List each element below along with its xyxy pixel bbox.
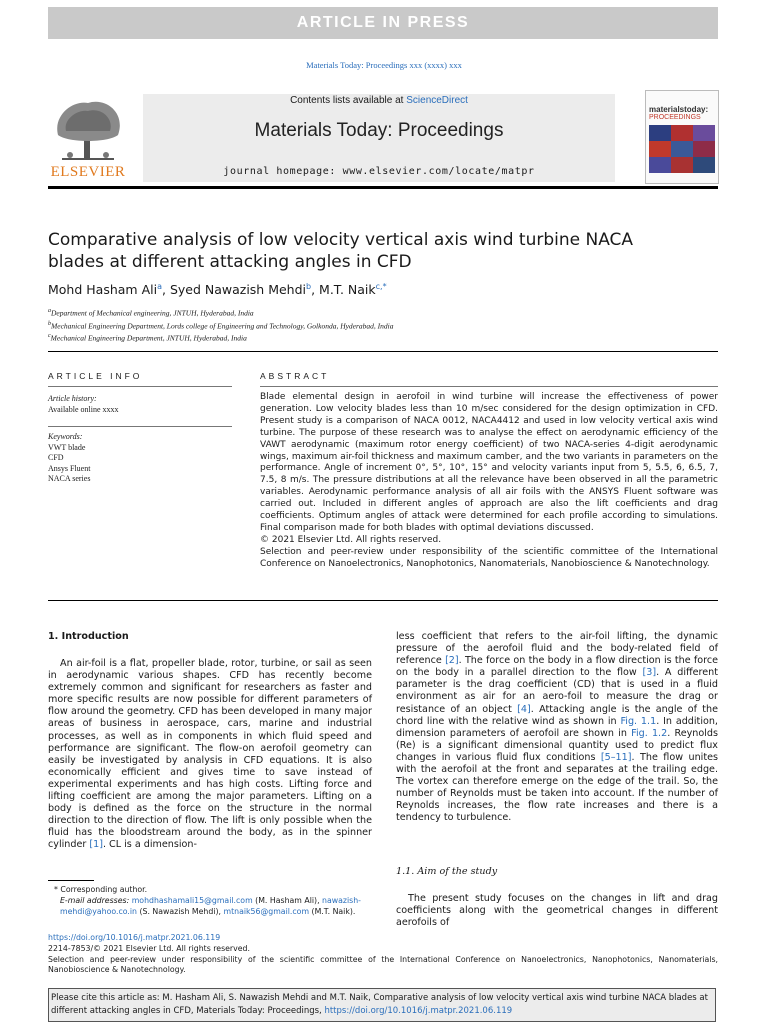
body-text: . A different parameter is the drag coefficient (CD) that is used in a fluid environment as air for an aero-foil to measure the drag or resistance of an object bbox=[396, 667, 718, 715]
sciencedirect-link[interactable]: ScienceDirect bbox=[406, 95, 468, 106]
body-text: . Attacking angle is the angle of the chord line with the relative wind as shown in bbox=[396, 703, 718, 727]
history-label: Article history: bbox=[48, 394, 97, 403]
email-owner: (M. Hasham Ali), bbox=[252, 896, 323, 905]
abstract-body bbox=[260, 392, 718, 571]
header-rule bbox=[48, 186, 718, 189]
cover-subtitle: PROCEEDINGS bbox=[649, 114, 701, 121]
issn-line: 2214-7853/© 2021 Elsevier Ltd. All rights reserved. bbox=[48, 943, 250, 953]
history-value: Available online xxxx bbox=[48, 404, 119, 414]
section-heading: 1. Introduction bbox=[48, 631, 129, 642]
affiliation-mark: c bbox=[48, 333, 51, 339]
intro-right-column bbox=[396, 631, 718, 825]
divider bbox=[260, 386, 718, 387]
author-name[interactable]: Syed Nawazish Mehdi bbox=[169, 282, 307, 298]
corresponding-author-note: * Corresponding author. bbox=[54, 885, 148, 894]
keyword: CFD bbox=[48, 453, 64, 462]
cover-image bbox=[649, 125, 715, 173]
affiliation-text: Department of Mechanical engineering, JNTUH, Hyderabad, India bbox=[51, 308, 254, 318]
body-text: . The force on the body in a flow direction is the force on the body in a parallel direction to the flow bbox=[396, 655, 719, 679]
doi-block bbox=[48, 933, 718, 976]
email-link[interactable]: mohdhashamali15@gmail.com bbox=[131, 896, 253, 905]
author-separator: , bbox=[311, 282, 320, 298]
author-separator: , bbox=[161, 282, 170, 298]
email-owner: (M.T. Naik). bbox=[309, 907, 356, 916]
aim-text bbox=[396, 893, 718, 929]
abstract-peer-review: Selection and peer-review under responsibility of the scientific committee of the International Conference on Nanoelectronics, Nanophotonics, Nanomaterials, Nanobioscience & Nanotechnology. bbox=[260, 546, 718, 569]
citation-link[interactable]: [3] bbox=[642, 667, 657, 679]
abstract-copyright: © 2021 Elsevier Ltd. All rights reserved. bbox=[260, 534, 442, 545]
article-info-heading: ARTICLE INFO bbox=[48, 371, 143, 381]
email-link[interactable]: mtnaik56@gmail.com bbox=[223, 907, 310, 916]
intro-left-column bbox=[48, 658, 372, 852]
author-affiliation-mark[interactable]: a bbox=[157, 282, 162, 291]
doi-link[interactable]: https://doi.org/10.1016/j.matpr.2021.06.119 bbox=[48, 933, 221, 942]
citation-link[interactable]: [2] bbox=[445, 655, 459, 667]
author-name[interactable]: Mohd Hasham Ali bbox=[48, 282, 158, 298]
divider bbox=[48, 351, 718, 352]
body-text: The present study focuses on the changes in lift and drag coefficients along with the geometrical changes in different aerofoils of bbox=[396, 893, 718, 929]
affiliation bbox=[48, 306, 718, 319]
citation-text: Please cite this article as: M. Hasham Ali, S. Nawazish Mehdi and M.T. Naik, Comparative analysis of low velocity vertical axis wind turbine NACA blades at different attacking angles in CFD, Materials Today: Proceedings, bbox=[51, 993, 708, 1016]
author-affiliation-mark[interactable]: b bbox=[306, 282, 312, 291]
article-in-press-banner: ARTICLE IN PRESS bbox=[48, 7, 718, 39]
keyword: Ansys Fluent bbox=[48, 463, 91, 473]
citation-doi-link[interactable]: https://doi.org/10.1016/j.matpr.2021.06.119 bbox=[324, 1006, 513, 1016]
citation-link[interactable]: [4] bbox=[517, 703, 531, 715]
journal-homepage-link[interactable]: journal homepage: www.elsevier.com/locate/matpr bbox=[223, 166, 535, 177]
citation-link[interactable]: [1] bbox=[89, 839, 103, 851]
elsevier-wordmark: ELSEVIER bbox=[50, 164, 126, 180]
keyword: NACA series bbox=[48, 474, 91, 483]
affiliation-text: Mechanical Engineering Department, Lords college of Engineering and Technology, Golkonda, Hyderabad, India bbox=[51, 321, 394, 330]
paper-title: Comparative analysis of low velocity vertical axis wind turbine NACA blades at different attacking angles in CFD bbox=[48, 230, 634, 272]
body-text: . In addition, dimension parameters of aerofoil are shown in bbox=[396, 715, 718, 739]
email-owner: (S. Nawazish Mehdi), bbox=[136, 907, 224, 916]
body-text: . The flow unites with the aerofoil at the front and separates at the trailing edge. The vortex can therefore emerge on the edge of the trail. So, the number of Reynolds must be taken into account. If the number of Reynolds increases, the flow rate increases and there is a tendency to turbulence. bbox=[396, 751, 719, 824]
contents-prefix: Contents lists available at bbox=[290, 95, 407, 106]
journal-title: Materials Today: Proceedings bbox=[254, 120, 504, 141]
body-text: . Reynolds (Re) is a significant dimensional quantity used to predict flux changes in various fluid flux conditions bbox=[396, 727, 718, 763]
peer-review-line: Selection and peer-review under responsibility of the scientific committee of the International Conference on Nanoelectronics, Nanophotonics, Nanomaterials, Nanobioscience & Nanotechnology. bbox=[48, 954, 718, 975]
affiliation bbox=[48, 319, 718, 332]
affiliation-mark: a bbox=[48, 308, 51, 314]
divider bbox=[48, 386, 232, 387]
body-text: . CL is a dimension- bbox=[102, 839, 197, 851]
affiliation-mark: b bbox=[48, 320, 51, 327]
contents-available-line bbox=[143, 95, 615, 106]
body-text: less coefficient that refers to the air-foil lifting, the dynamic pressure of the aerofoil fluid and the body-related field of reference bbox=[396, 631, 718, 667]
affiliation bbox=[48, 331, 718, 344]
abstract-heading: ABSTRACT bbox=[260, 371, 330, 381]
body-text: An air-foil is a flat, propeller blade, rotor, turbine, or sail as seen in aerodynamic various shapes. CFD has recently become extremely common and significant for researchers as faster and more specific results are now possible for different parameters of flow around the geometry. CFD has been developed in many major areas of business in aerospace, cars, marine and industrial processes, as well as in components in which fluid speed and performance are significant. The flow-on aerofoil geometry can easily be investigated by analysis in CFD equations. It is also economically efficient and gives time to save instead of experimental experiments and has high costs. Lifting force and lifting coefficient are among the major parameters. Lifting on a body is defined as the force on the structure in the normal direction to the direction of flow. The lift is only possible when the fluid has the bloodstream around the body, as in the spinner cylinder bbox=[48, 658, 372, 851]
citation-box bbox=[48, 988, 716, 1022]
article-history bbox=[48, 394, 232, 415]
author-affiliation-mark[interactable]: c,* bbox=[375, 282, 387, 291]
author-list bbox=[48, 282, 718, 297]
journal-reference-link[interactable]: Materials Today: Proceedings xxx (xxxx) xxx bbox=[306, 60, 462, 70]
journal-cover-thumbnail[interactable] bbox=[645, 90, 719, 184]
keywords bbox=[48, 432, 232, 485]
figure-link[interactable]: Fig. 1.1 bbox=[620, 715, 657, 727]
author-name[interactable]: M.T. Naik bbox=[319, 282, 376, 298]
affiliations bbox=[48, 306, 718, 344]
citation-link[interactable]: [5–11] bbox=[600, 751, 632, 763]
keywords-label: Keywords: bbox=[48, 432, 83, 441]
email-link[interactable]: nawazish-mehdi@yahoo.co.in bbox=[60, 896, 361, 916]
divider bbox=[48, 600, 718, 601]
keyword: VWT blade bbox=[48, 442, 86, 452]
subsection-heading: 1.1. Aim of the study bbox=[396, 866, 498, 877]
divider bbox=[48, 426, 232, 427]
figure-link[interactable]: Fig. 1.2 bbox=[631, 727, 668, 739]
email-label: E-mail addresses: bbox=[60, 896, 132, 905]
footnote bbox=[48, 884, 378, 917]
affiliation-text: Mechanical Engineering Department, JNTUH, Hyderabad, India bbox=[50, 333, 247, 343]
footnote-rule bbox=[48, 880, 94, 881]
cover-title: materialstoday: bbox=[649, 105, 709, 114]
abstract-paragraph: Blade elemental design in aerofoil in wind turbine will increase the effectiveness of power generation. Low velocity blades less than 10 m/sec considered for the design optimization in CFD. Present study is a comparison of NACA 0012, NACA4412 and used in low velocity vertical axis wind turbine. The purpose of these research was to analyse the effect on aerodynamic efficiency of the VAWT aerodynamic (maximum rotor energy coefficient) of two NACA-series 4-digit aerodynamic wings, maximum air-foil thickness and maximum camber, and the two variants in parameters on the performance. Angle of increment 0°, 5°, 10°, 15° and velocity variants input from 5, 5.5, 6, 6.5, 7, 7.5, 8 m/s. The pressure distributions at all the relevance have been observed in all the parametric variables. Aerodynamic performance analysis of all air foils with the ANSYS Fluent software was carried out. Included in different angles of approach are also the lift coefficients and drag coefficients. Optimum angles of attack were determined for each profile according to simulations. Final comparison made for both blades with optimal deviations discussed. bbox=[260, 392, 718, 533]
